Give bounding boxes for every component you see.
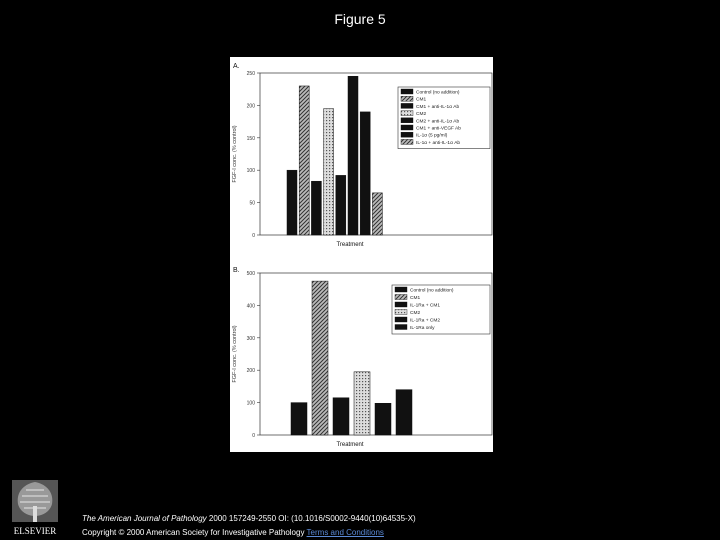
panel-b-ytick-label: 400 xyxy=(246,303,255,310)
citation-details: 2000 157249-2550 OI: (10.1016/S0002-9440(10)64535-X) xyxy=(206,514,416,523)
journal-name: The American Journal of Pathology xyxy=(82,514,207,523)
panel-a-ytick-label: 50 xyxy=(249,200,255,207)
panel-b-legend-label: Control (no addition) xyxy=(410,288,454,294)
panel-a-legend-label: CM2 + anti-IL-1α Ab xyxy=(416,119,460,125)
panel-b-legend-label: CM1 xyxy=(410,296,421,301)
bar-charts xyxy=(230,57,493,452)
panel-b-ytick-label: 0 xyxy=(252,433,255,439)
panel-b-legend-label: CM2 xyxy=(410,311,421,316)
figure-panel xyxy=(230,57,493,452)
panel-a-bar xyxy=(299,86,309,235)
panel-b-ytick-label: 500 xyxy=(246,271,255,277)
panel-a-legend-label: Control (no addition) xyxy=(416,90,460,96)
panel-a-legend-label: CM1 + anti-VEGF Ab xyxy=(416,126,461,132)
panel-b-bar xyxy=(375,403,391,435)
panel-a-legend-label: IL-1α (5 pg/ml) xyxy=(416,133,448,139)
elsevier-wordmark: ELSEVIER xyxy=(13,526,57,536)
panel-b-xlabel: Treatment xyxy=(336,442,364,448)
panel-a-legend-label: IL-1α + anti-IL-1α Ab xyxy=(416,140,461,146)
panel-b-ylabel: FGF-I conc. (% control) xyxy=(232,325,238,383)
panel-b-bar xyxy=(396,390,412,435)
panel-b-bar xyxy=(333,398,349,435)
panel-b-label: B. xyxy=(233,267,240,274)
panel-a-bar xyxy=(287,170,297,235)
panel-a-legend-swatch xyxy=(401,125,413,130)
panel-a-ytick-label: 250 xyxy=(246,71,255,77)
panel-b-bar xyxy=(312,281,328,435)
panel-a-ytick-label: 200 xyxy=(246,103,255,110)
panel-a-ylabel: FGF-I conc. (% control) xyxy=(232,125,238,183)
panel-a-legend-swatch xyxy=(401,96,413,101)
panel-a-legend-swatch xyxy=(401,111,413,116)
panel-b-legend-swatch xyxy=(395,310,407,315)
panel-a-legend-swatch xyxy=(401,89,413,94)
panel-a-legend-label: CM1 + anti-IL-1α Ab xyxy=(416,104,460,110)
panel-b-legend-label: IL-1Ra only xyxy=(410,326,435,331)
panel-b-legend-swatch xyxy=(395,287,407,292)
panel-a-bar xyxy=(324,109,334,235)
panel-b-legend-swatch xyxy=(395,317,407,322)
panel-b-bar xyxy=(291,403,307,435)
panel-a-ytick-label: 0 xyxy=(252,233,255,239)
panel-a-legend-swatch xyxy=(401,103,413,108)
citation-line xyxy=(82,514,416,523)
panel-a-ytick-label: 100 xyxy=(246,168,255,175)
panel-a-bar xyxy=(360,112,370,235)
copyright-line xyxy=(82,528,384,537)
panel-b-ytick-label: 300 xyxy=(246,335,255,342)
panel-a-legend-swatch xyxy=(401,139,413,144)
panel-a-legend-label: CM1 xyxy=(416,97,427,103)
panel-a-bar xyxy=(311,181,321,235)
copyright-text: Copyright © 2000 American Society for Investigative Pathology xyxy=(82,528,305,537)
panel-b-bar xyxy=(354,372,370,435)
panel-a-legend-swatch xyxy=(401,118,413,123)
panel-b-ytick-label: 100 xyxy=(246,400,255,407)
panel-b-legend-swatch xyxy=(395,325,407,330)
panel-a-bar xyxy=(372,193,382,235)
panel-b-legend-swatch xyxy=(395,295,407,300)
panel-a-legend-label: CM2 xyxy=(416,112,427,118)
panel-b-legend-label: IL-1Ra + CM1 xyxy=(410,303,440,309)
elsevier-logo xyxy=(6,476,64,538)
figure-title: Figure 5 xyxy=(334,11,386,27)
panel-b-legend-swatch xyxy=(395,302,407,307)
panel-a-label: A. xyxy=(233,63,240,70)
panel-a-bar xyxy=(336,175,346,235)
panel-b-legend-label: IL-1Ra + CM2 xyxy=(410,318,440,324)
panel-a-legend-swatch xyxy=(401,132,413,137)
panel-b-ytick-label: 200 xyxy=(246,368,255,375)
panel-a-xlabel: Treatment xyxy=(336,242,364,248)
terms-link[interactable]: Terms and Conditions xyxy=(306,528,384,537)
panel-a-bar xyxy=(348,76,358,235)
panel-a-ytick-label: 150 xyxy=(246,135,255,142)
